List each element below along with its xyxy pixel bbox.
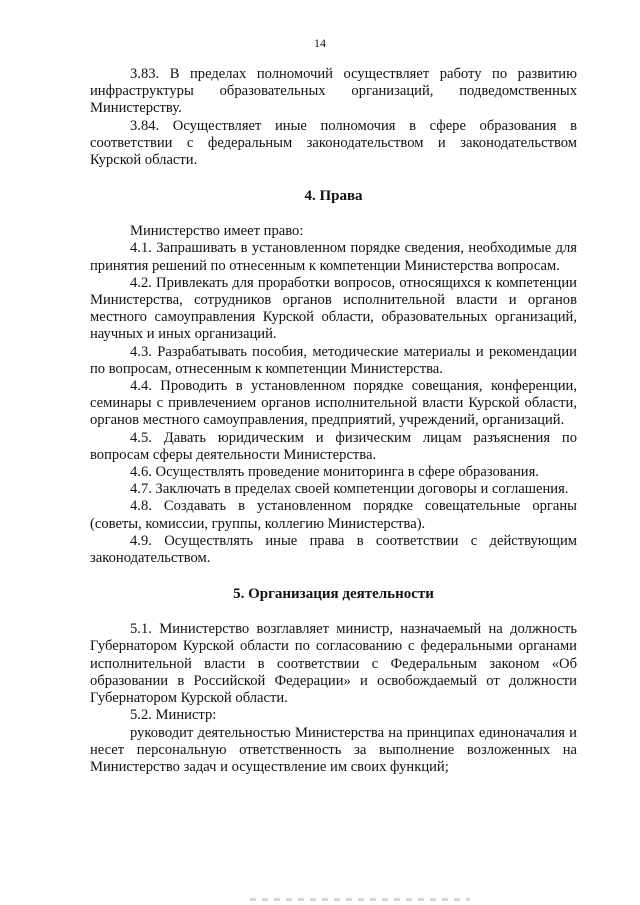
section-5-heading: 5. Организация деятельности xyxy=(233,586,434,603)
document-body xyxy=(90,66,577,776)
section-4-heading: 4. Права xyxy=(304,188,363,205)
paragraph-4-3: 4.3. Разрабатывать пособия, методические материалы и рекомендации по вопросам, отнесенным к компетенции Министерства. xyxy=(90,343,577,377)
section-4-intro: Министерство имеет право: xyxy=(130,223,304,240)
spacer xyxy=(90,169,577,187)
paragraph-4-5: 4.5. Давать юридическим и физическим лицам разъяснения по вопросам сферы деятельности Министерства. xyxy=(90,429,577,463)
paragraph-4-7: 4.7. Заключать в пределах своей компетенции договоры и соглашения. xyxy=(130,481,569,498)
paragraph-4-8: 4.8. Создавать в установленном порядке совещательные органы (советы, комиссии, группы, коллегию Министерства). xyxy=(90,498,577,532)
spacer xyxy=(90,567,577,585)
paragraph-3-83: 3.83. В пределах полномочий осуществляет работу по развитию инфраструктуры образовательных организаций, подведомственных Министерству. xyxy=(90,66,577,117)
paragraph-4-6: 4.6. Осуществлять проведение мониторинга в сфере образования. xyxy=(130,464,539,481)
spacer xyxy=(90,603,577,621)
page-number: 14 xyxy=(314,36,326,50)
paragraph-4-2: 4.2. Привлекать для проработки вопросов, относящихся к компетенции Министерства, сотрудников органов исполнительной власти и органов местного самоуправления Курской области, образовательных организаций, научных и иных организаций. xyxy=(90,274,577,343)
scan-artifact xyxy=(250,898,470,901)
paragraph-5-1: 5.1. Министерство возглавляет министр, назначаемый на должность Губернатором Курской области по согласованию с федеральными органами исполнительной власти в соответствии с Федеральным законом «Об образовании в Российской Федерации» и освобождаемый от должности Губернатором Курской области. xyxy=(90,621,577,707)
paragraph-3-84: 3.84. Осуществляет иные полномочия в сфере образования в соответствии с федеральным законодательством и законодательством Курской области. xyxy=(90,117,577,169)
paragraph-4-4: 4.4. Проводить в установленном порядке совещания, конференции, семинары с привлечением органов исполнительной власти Курской области, органов местного самоуправления, предприятий, учреждений, организаций. xyxy=(90,378,577,429)
paragraph-5-2-item: руководит деятельностью Министерства на принципах единоначалия и несет персональную ответственность за выполнение возложенных на Министерство задач и осуществление им своих функций; xyxy=(90,724,577,775)
paragraph-4-1: 4.1. Запрашивать в установленном порядке сведения, необходимые для принятия решений по отнесенным к компетенции Министерства вопросам. xyxy=(90,240,577,274)
spacer xyxy=(90,205,577,223)
paragraph-4-9: 4.9. Осуществлять иные права в соответствии с действующим законодательством. xyxy=(90,532,577,567)
paragraph-5-2: 5.2. Министр: xyxy=(130,707,217,724)
